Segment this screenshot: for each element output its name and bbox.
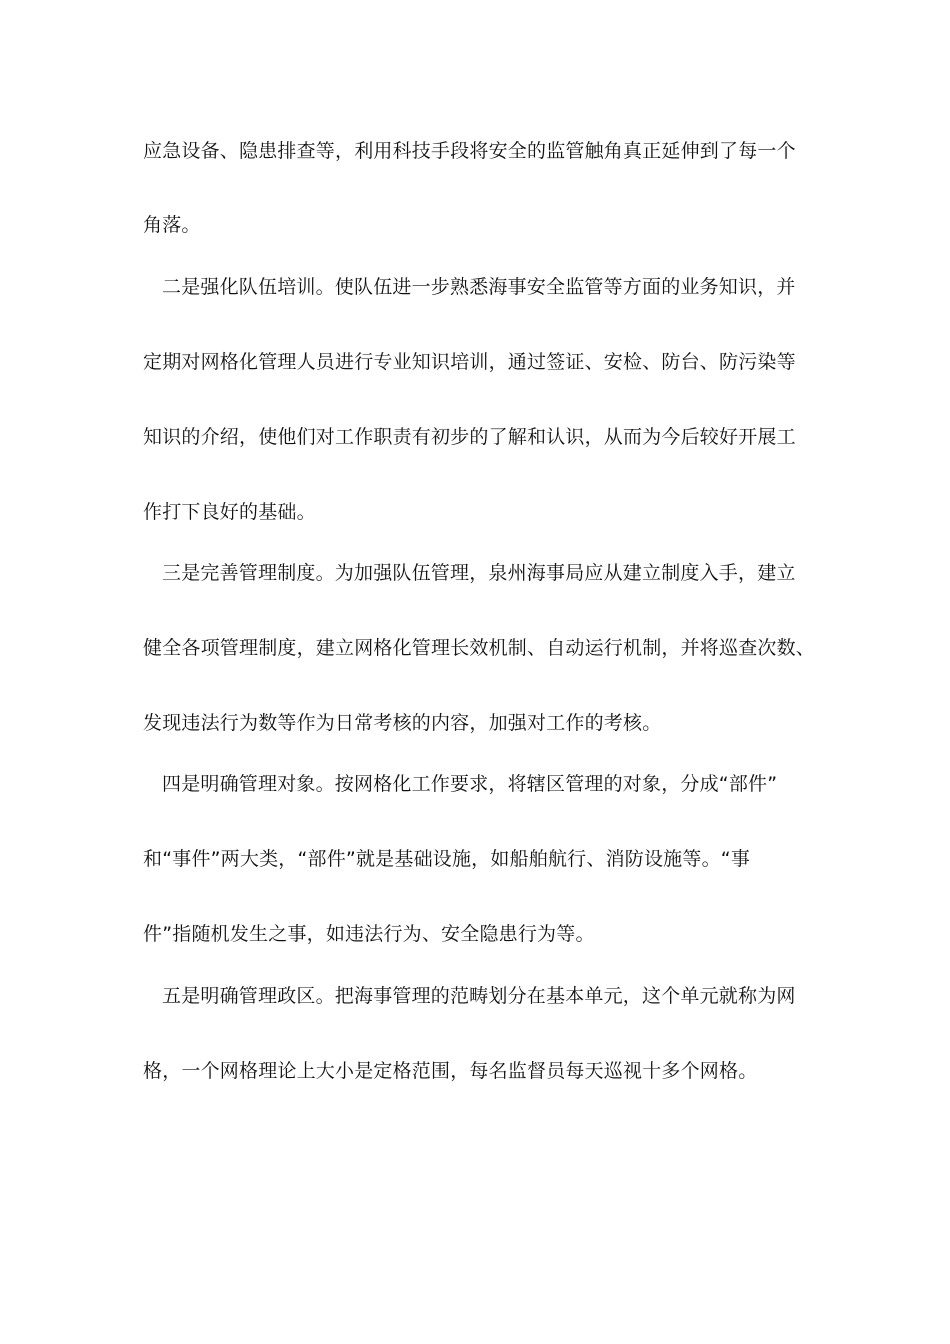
paragraph-2-line-3: 知识的介绍，使他们对工作职责有初步的了解和认识，从而为今后较好开展工 <box>143 426 796 448</box>
paragraph-1-line-2: 角落。 <box>143 214 201 236</box>
paragraph-5-line-1: 五是明确管理政区。把海事管理的范畴划分在基本单元，这个单元就称为网 <box>162 985 796 1007</box>
paragraph-4-line-3: 件”指随机发生之事，如违法行为、安全隐患行为等。 <box>143 923 595 945</box>
paragraph-4-line-1: 四是明确管理对象。按网格化工作要求，将辖区管理的对象，分成“部件” <box>162 773 778 795</box>
paragraph-3-line-1: 三是完善管理制度。为加强队伍管理，泉州海事局应从建立制度入手，建立 <box>162 562 796 584</box>
paragraph-2-line-4: 作打下良好的基础。 <box>143 501 316 523</box>
paragraph-2-line-1: 二是强化队伍培训。使队伍进一步熟悉海事安全监管等方面的业务知识，并 <box>162 276 796 298</box>
paragraph-2-line-2: 定期对网格化管理人员进行专业知识培训，通过签证、安检、防台、防污染等 <box>143 351 796 373</box>
paragraph-1-line-1: 应急设备、隐患排查等，利用科技手段将安全的监管触角真正延伸到了每一个 <box>143 140 796 162</box>
paragraph-5-line-2: 格，一个网格理论上大小是定格范围，每名监督员每天巡视十多个网格。 <box>143 1060 758 1082</box>
paragraph-3-line-2: 健全各项管理制度，建立网格化管理长效机制、自动运行机制，并将巡查次数、 <box>143 637 816 659</box>
paragraph-3-line-3: 发现违法行为数等作为日常考核的内容，加强对工作的考核。 <box>143 712 662 734</box>
paragraph-4-line-2: 和“事件”两大类，“部件”就是基础设施，如船舶航行、消防设施等。“事 <box>143 848 751 870</box>
